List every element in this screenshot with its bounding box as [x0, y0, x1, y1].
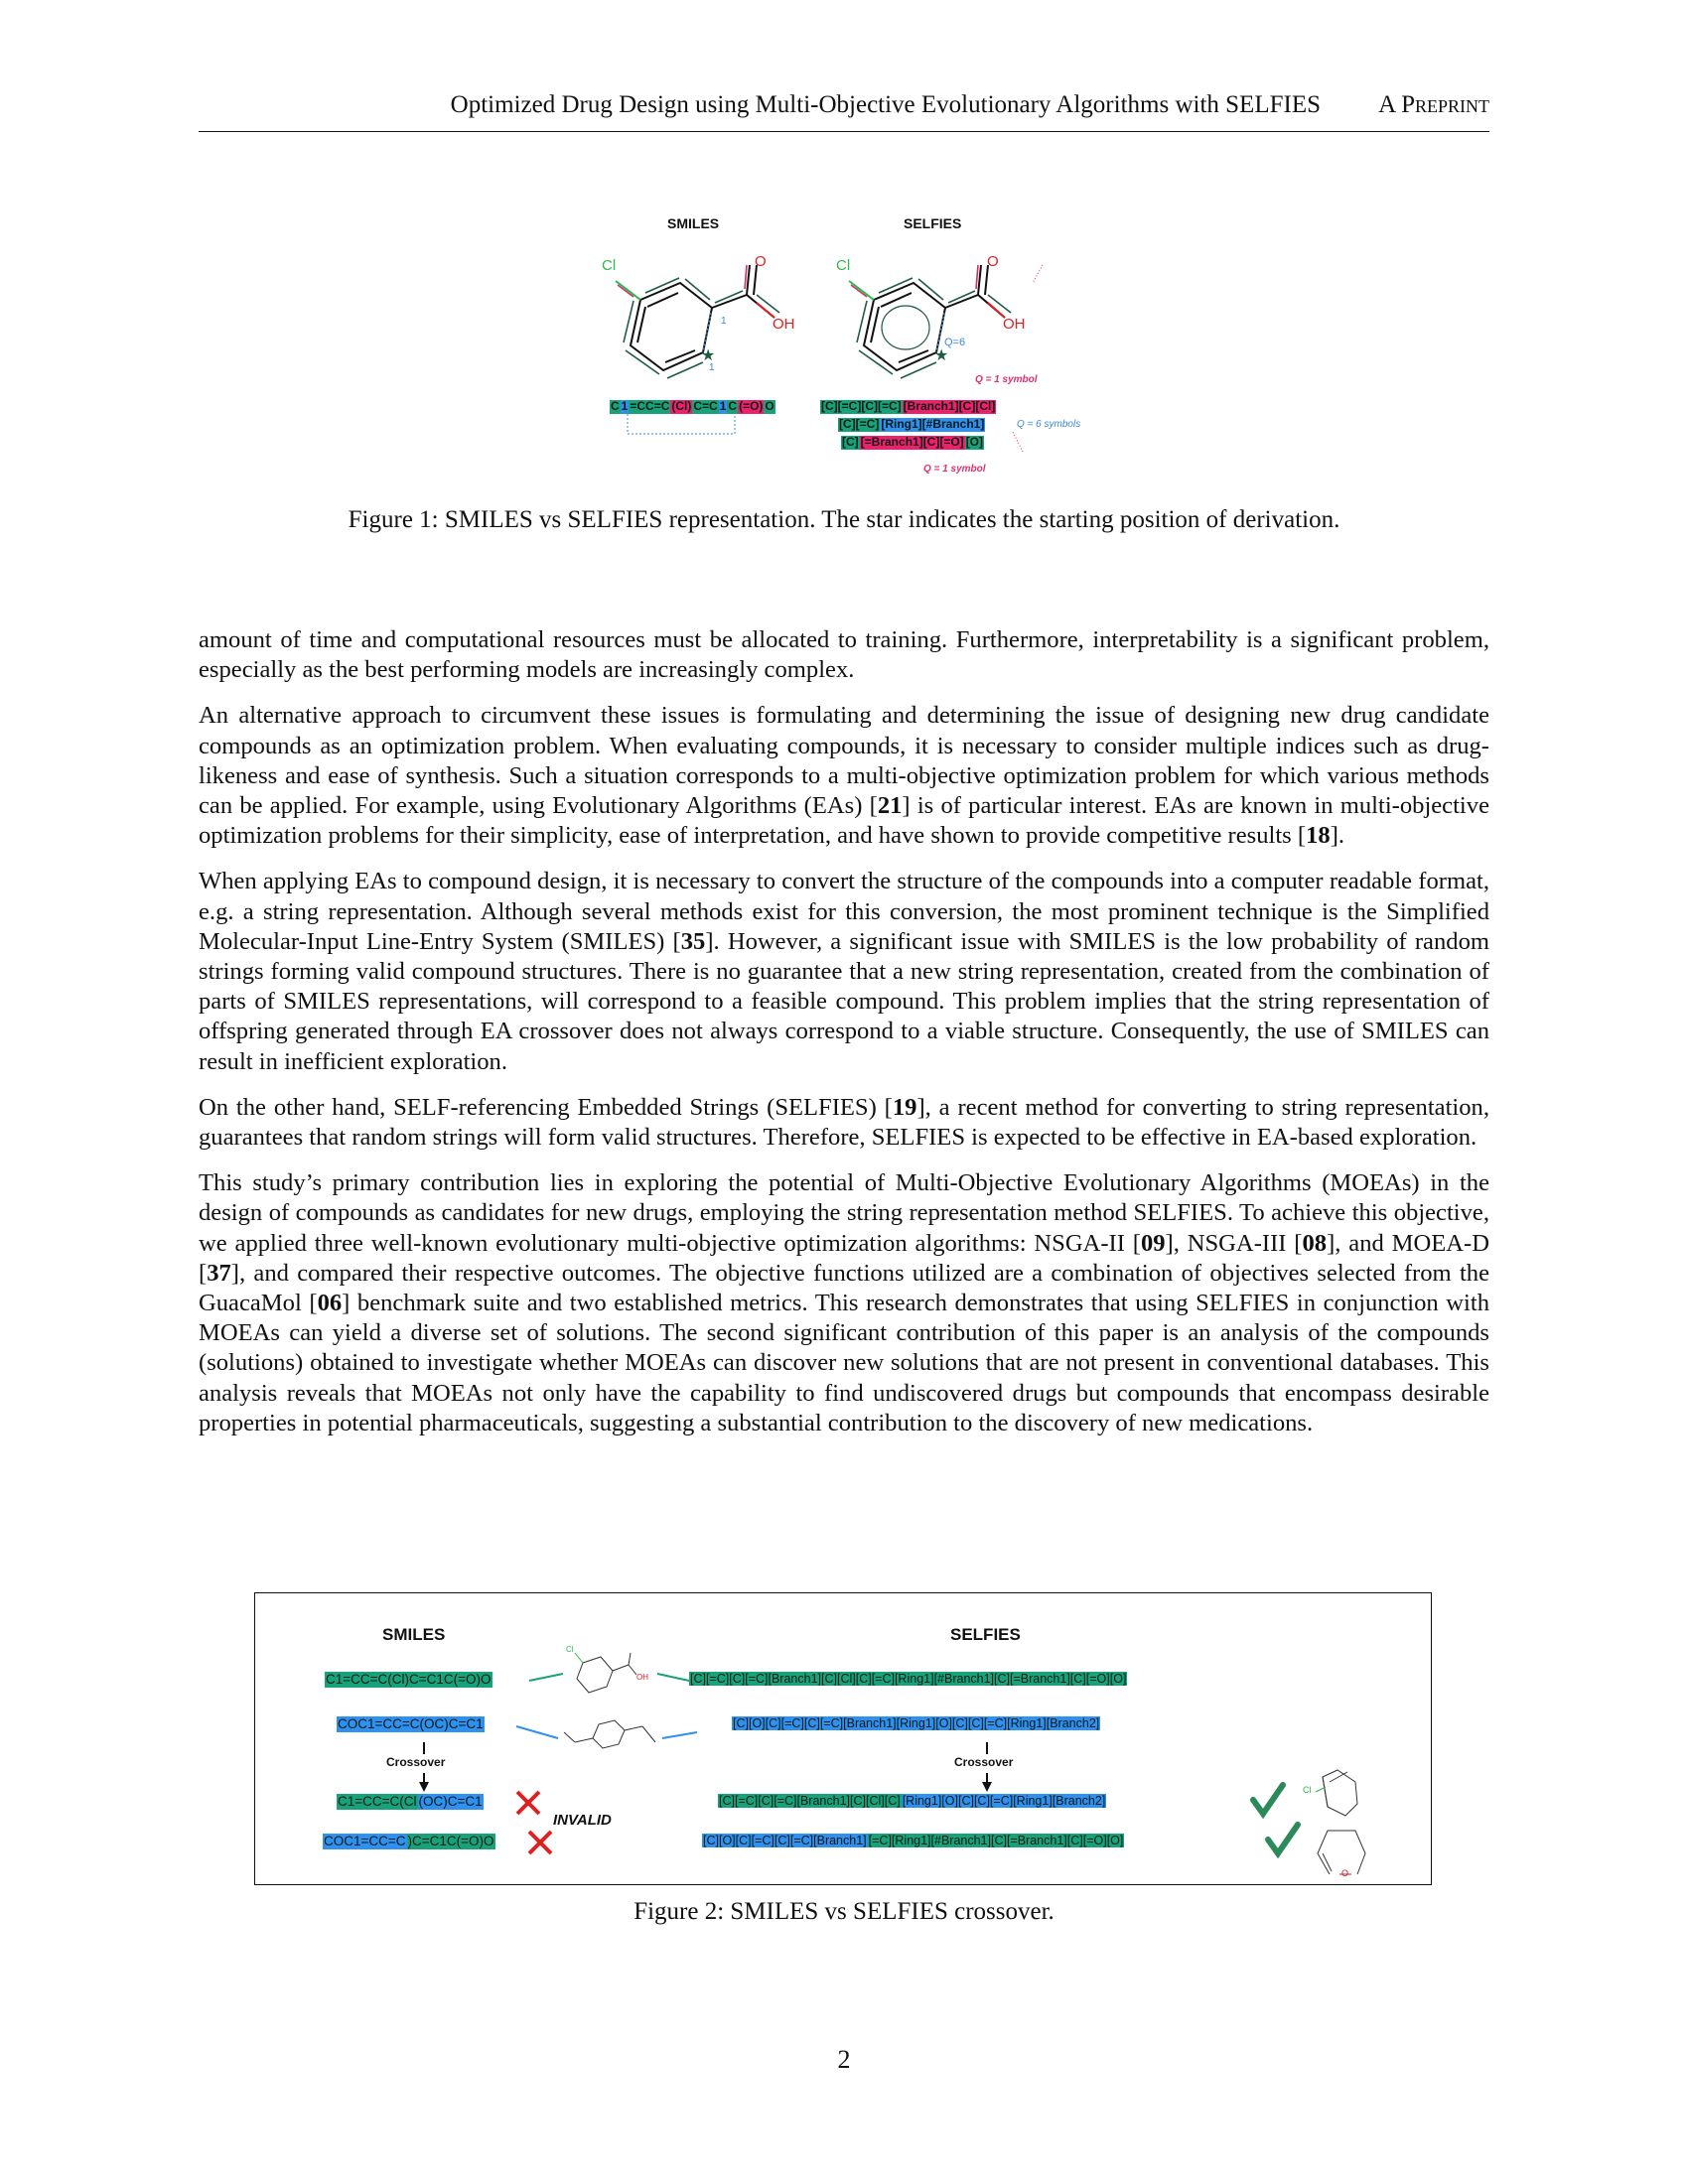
- fig1-note-q6: Q = 6 symbols: [1017, 419, 1081, 430]
- fig1-o-label-left: O: [755, 253, 767, 270]
- fig2-cl-label: Cl: [566, 1645, 574, 1654]
- fig1-ring-index-a: 1: [721, 316, 727, 327]
- smiles-seg: C: [728, 399, 738, 413]
- fig2-selfies-parent-2: [732, 1716, 1100, 1731]
- selfies-seg: [Branch1][C][Cl]: [903, 399, 996, 413]
- fig2-smiles-crossover-label: Crossover: [386, 1755, 446, 1769]
- fig1-o-label-right: O: [987, 253, 999, 270]
- selfies-seg: [C][O][C][=C][C][=C][Branch1]: [703, 1834, 867, 1847]
- running-header: [199, 87, 1489, 132]
- smiles-seg: O: [765, 399, 774, 413]
- smiles-seg: (=O): [739, 399, 764, 413]
- page-number: 2: [837, 2045, 851, 2074]
- fig2-smiles-title: SMILES: [382, 1625, 446, 1644]
- selfies-seg: [C][O][C][=C][C][=C][Branch1][Ring1][O][C][C][=C][Ring1][Branch2]: [733, 1716, 1100, 1730]
- fig1-q6-ring-label: Q=6: [944, 337, 966, 348]
- fig1-note-q1-top: Q = 1 symbol: [975, 374, 1038, 385]
- fig2-invalid-label: INVALID: [553, 1812, 612, 1829]
- selfies-seg: [C]: [842, 435, 859, 449]
- smiles-seg: COC1=CC=C: [324, 1834, 406, 1848]
- fig1-selfies-row-2: [838, 417, 985, 432]
- fig1-oh-label-right: OH: [1003, 316, 1026, 333]
- selfies-seg: [O]: [965, 435, 984, 449]
- fig2-product-o-label: O: [1341, 1868, 1349, 1878]
- paragraph-4: On the other hand, SELF-referencing Embedded Strings (SELFIES) [19], a recent method for converting to string representation, guarantees that random strings will form valid structures. Therefore, SELFIES is expected to be effective in EA-based exploration.: [199, 1093, 1489, 1152]
- fig2-smiles-child-1: [337, 1794, 484, 1810]
- selfies-seg: [=Branch1][C][=O]: [860, 435, 964, 449]
- smiles-seg: COC1=CC=C(OC)C=C1: [338, 1716, 484, 1731]
- smiles-seg: 1: [719, 399, 727, 413]
- selfies-seg: [=C][Ring1][#Branch1][C][=Branch1][C][=O][O]: [868, 1834, 1124, 1847]
- smiles-seg: (Cl): [671, 399, 692, 413]
- smiles-seg: C1=CC=C(Cl: [338, 1794, 417, 1809]
- smiles-seg: (OC)C=C1: [418, 1794, 483, 1809]
- svg-text:★: ★: [934, 345, 949, 364]
- preprint-tag: A Preprint: [1378, 91, 1489, 118]
- fig1-selfies-title: SELFIES: [904, 215, 962, 231]
- selfies-seg: [Ring1][#Branch1]: [881, 417, 985, 431]
- figure-2-caption: Figure 2: SMILES vs SELFIES crossover.: [633, 1898, 1055, 1925]
- smiles-seg: )C=C1C(=O)O: [407, 1834, 494, 1848]
- selfies-seg: [C][=C][C][=C]: [821, 399, 902, 413]
- fig2-oh-label: OH: [636, 1673, 648, 1682]
- fig1-note-q1-bottom: Q = 1 symbol: [923, 464, 986, 475]
- fig2-smiles-parent-2: [337, 1716, 485, 1732]
- fig2-selfies-title: SELFIES: [950, 1625, 1021, 1644]
- fig2-selfies-child-1: [718, 1794, 1106, 1809]
- fig1-selfies-row-1: [820, 399, 996, 414]
- fig1-smiles-title: SMILES: [667, 215, 720, 231]
- fig2-smiles-parent-1: [325, 1672, 492, 1688]
- paragraph-3: When applying EAs to compound design, it is necessary to convert the structure of the compounds into a computer readable format, e.g. a string representation. Although several methods exist for this conversion, the most prominent technique is the Simplified Molecular-Input Line-Entry System (SMILES) [35]. However, a significant issue with SMILES is the low probability of random strings forming valid compound structures. There is no guarantee that a new string representation, created from the combination of parts of SMILES representations, will correspond to a feasible compound. This problem implies that the string representation of offspring generated through EA crossover does not always correspond to a viable structure. Consequently, the use of SMILES can result in inefficient exploration.: [199, 868, 1489, 1075]
- fig1-smiles-string: [610, 399, 775, 414]
- selfies-seg: [Ring1][O][C][C][=C][Ring1][Branch2]: [902, 1794, 1106, 1808]
- fig1-cl-label-right: Cl: [836, 257, 851, 274]
- running-title: Optimized Drug Design using Multi-Objective Evolutionary Algorithms with SELFIES: [450, 91, 1321, 118]
- selfies-seg: [C][=C][C][=C][Branch1][C][Cl][C]: [719, 1794, 901, 1808]
- paragraph-2: An alternative approach to circumvent these issues is formulating and determining the issue of designing new drug candidate compounds as an optimization problem. When evaluating compounds, it is necessary to consider multiple indices such as drug-likeness and ease of synthesis. Such a situation corresponds to a multi-objective optimization problem for which various methods can be applied. For example, using Evolutionary Algorithms (EAs) [21] is of particular interest. EAs are known in multi-objective optimization problems for their simplicity, ease of interpretation, and have shown to provide competitive results [18].: [199, 702, 1489, 850]
- fig2-smiles-child-2: [323, 1834, 495, 1849]
- figure-1: [576, 204, 1132, 486]
- selfies-seg: [C][=C][C][=C][Branch1][C][Cl][C][=C][Ring1][#Branch1][C][=Branch1][C][=O][O]: [690, 1672, 1127, 1686]
- smiles-seg: =CC=C: [630, 399, 670, 413]
- fig2-product-cl-label: Cl: [1303, 1785, 1312, 1795]
- fig2-selfies-parent-1: [689, 1672, 1127, 1687]
- fig1-oh-label-left: OH: [773, 316, 795, 333]
- selfies-seg: [C][=C]: [839, 417, 880, 431]
- fig1-cl-label-left: Cl: [602, 257, 617, 274]
- fig1-ring-index-b: 1: [709, 362, 715, 373]
- figure-2: [254, 1592, 1432, 1885]
- svg-text:★: ★: [701, 345, 716, 364]
- paragraph-5: This study’s primary contribution lies in exploring the potential of Multi-Objective Evolutionary Algorithms (MOEAs) in the design of compounds as candidates for new drugs, employing the string representation method SELFIES. To achieve this objective, we applied three well-known evolutionary multi-objective optimization algorithms: NSGA-II [09], NSGA-III [08], and MOEA-D [37], and compared their respective outcomes. The objective functions utilized are a combination of objectives selected from the GuacaMol [06] benchmark suite and two established metrics. This research demonstrates that using SELFIES in conjunction with MOEAs can yield a diverse set of solutions. The second significant contribution of this paper is an analysis of the compounds (solutions) obtained to investigate whether MOEAs can discover new solutions that are not present in conventional databases. This analysis reveals that MOEAs not only have the capability to find undiscovered drugs but compounds that encompass desirable properties in potential pharmaceuticals, suggesting a substantial contribution to the discovery of new medications.: [199, 1169, 1490, 1436]
- paragraph-1: amount of time and computational resources must be allocated to training. Furthermore, interpretability is a significant problem, especially as the best performing models are increasingly complex.: [199, 626, 1489, 684]
- smiles-seg: C1=CC=C(Cl)C=C1C(=O)O: [326, 1672, 492, 1687]
- smiles-seg: C: [611, 399, 620, 413]
- body-text: [199, 625, 1489, 1454]
- smiles-seg: 1: [621, 399, 629, 413]
- smiles-seg: C=C: [693, 399, 718, 413]
- figure-1-caption: Figure 1: SMILES vs SELFIES representation. The star indicates the starting position of derivation.: [348, 506, 1340, 533]
- fig2-selfies-child-2: [702, 1834, 1124, 1848]
- fig2-selfies-crossover-label: Crossover: [954, 1755, 1014, 1769]
- fig1-selfies-row-3: [841, 435, 984, 450]
